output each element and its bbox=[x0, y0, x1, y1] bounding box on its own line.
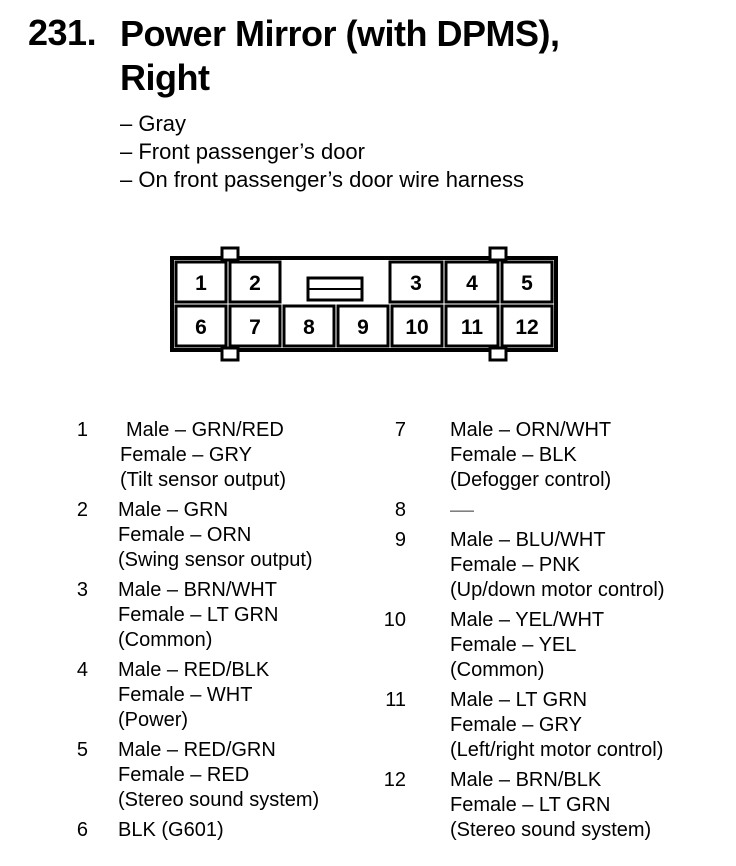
pin-entry-1 bbox=[76, 418, 319, 493]
pin-function: (Power) bbox=[118, 709, 189, 731]
lock-tab-top-left bbox=[222, 248, 238, 260]
note-color: – Gray bbox=[120, 111, 187, 136]
pin-entry-10 bbox=[383, 608, 665, 683]
pin-number: 3 bbox=[76, 579, 88, 601]
pin-label: 10 bbox=[405, 316, 429, 339]
pin-female-wire: Female – ORN bbox=[118, 524, 252, 546]
pin-label: 11 bbox=[460, 316, 484, 339]
section-number: 231. bbox=[28, 12, 97, 53]
pin-label: 8 bbox=[303, 316, 315, 339]
pin-male-wire: Male – GRN bbox=[118, 499, 229, 521]
pin-ground-wire: BLK (G601) bbox=[118, 819, 224, 841]
pin-entry-6 bbox=[76, 818, 319, 843]
pin-function: (Stereo sound system) bbox=[450, 819, 652, 841]
lock-tab-top-right bbox=[490, 248, 506, 260]
pin-number: 12 bbox=[383, 769, 406, 791]
pin-entry-8 bbox=[394, 498, 665, 523]
pin-function: (Common) bbox=[450, 659, 545, 681]
pin-function: (Common) bbox=[118, 629, 213, 651]
pin-function: (Stereo sound system) bbox=[118, 789, 320, 811]
pin-female-wire: Female – LT GRN bbox=[450, 794, 611, 816]
pin-function: (Defogger control) bbox=[450, 469, 612, 491]
pin-number: 10 bbox=[383, 609, 406, 631]
pin-number: 6 bbox=[76, 819, 88, 841]
pin-label: 5 bbox=[521, 272, 533, 295]
pin-female-wire: Female – YEL bbox=[450, 634, 577, 656]
pin-male-wire: Male – BLU/WHT bbox=[450, 529, 606, 551]
title-line-2: Right bbox=[120, 57, 210, 98]
pin-function: (Left/right motor control) bbox=[450, 739, 664, 761]
lock-tab-bottom-left bbox=[222, 348, 238, 360]
note-harness: – On front passenger’s door wire harness bbox=[120, 167, 524, 192]
pin-entry-4 bbox=[76, 658, 319, 733]
pin-label: 12 bbox=[515, 316, 539, 339]
pin-male-wire: Male – YEL/WHT bbox=[450, 609, 605, 631]
pin-label: 2 bbox=[249, 272, 261, 295]
pin-number: 5 bbox=[76, 739, 88, 761]
pin-female-wire: Female – WHT bbox=[118, 684, 253, 706]
lock-tab-bottom-right bbox=[490, 348, 506, 360]
pin-number: 1 bbox=[76, 419, 88, 441]
pin-function: (Tilt sensor output) bbox=[120, 469, 286, 491]
note-location: – Front passenger’s door bbox=[120, 139, 365, 164]
pin-number: 2 bbox=[76, 499, 88, 521]
pin-entry-9 bbox=[394, 528, 665, 603]
pin-list-left bbox=[76, 418, 320, 848]
pin-number: 4 bbox=[76, 659, 88, 681]
title-line-1: Power Mirror (with DPMS), bbox=[120, 13, 560, 54]
pin-unused: —— bbox=[450, 503, 474, 517]
page-title bbox=[120, 12, 720, 100]
pin-male-wire: Male – RED/GRN bbox=[118, 739, 276, 761]
pin-entry-2 bbox=[76, 498, 319, 573]
pin-entry-5 bbox=[76, 738, 320, 813]
pin-female-wire: Female – BLK bbox=[450, 444, 577, 466]
pin-female-wire: Female – GRY bbox=[450, 714, 582, 736]
pin-function: (Swing sensor output) bbox=[118, 549, 313, 571]
pin-female-wire: Female – RED bbox=[118, 764, 250, 786]
pin-label: 6 bbox=[195, 316, 207, 339]
pin-number: 8 bbox=[394, 499, 406, 521]
connector-diagram bbox=[168, 244, 568, 368]
pin-number: 9 bbox=[394, 529, 406, 551]
pin-male-wire: Male – BRN/WHT bbox=[118, 579, 277, 601]
pin-entry-12 bbox=[383, 768, 665, 843]
pin-female-wire: Female – PNK bbox=[450, 554, 581, 576]
pin-male-wire: Male – LT GRN bbox=[450, 689, 588, 711]
connector-notes bbox=[120, 110, 524, 194]
pin-entry-11 bbox=[385, 688, 665, 763]
pin-label: 7 bbox=[249, 316, 261, 339]
pin-male-wire: Male – RED/BLK bbox=[118, 659, 270, 681]
pin-label: 9 bbox=[357, 316, 369, 339]
pin-female-wire: Female – GRY bbox=[120, 444, 252, 466]
pin-number: 7 bbox=[394, 419, 406, 441]
pin-entry-7 bbox=[394, 418, 665, 493]
pin-female-wire: Female – LT GRN bbox=[118, 604, 279, 626]
pin-number: 11 bbox=[385, 689, 406, 711]
pin-label: 3 bbox=[410, 272, 422, 295]
pin-list-right bbox=[383, 418, 665, 848]
pin-label: 1 bbox=[195, 272, 207, 295]
pin-male-wire: Male – BRN/BLK bbox=[450, 769, 602, 791]
pin-label: 4 bbox=[466, 272, 478, 295]
pin-function: (Up/down motor control) bbox=[450, 579, 665, 601]
pin-entry-3 bbox=[76, 578, 319, 653]
pin-male-wire: Male – ORN/WHT bbox=[450, 419, 612, 441]
pin-male-wire: Male – GRN/RED bbox=[126, 419, 284, 441]
